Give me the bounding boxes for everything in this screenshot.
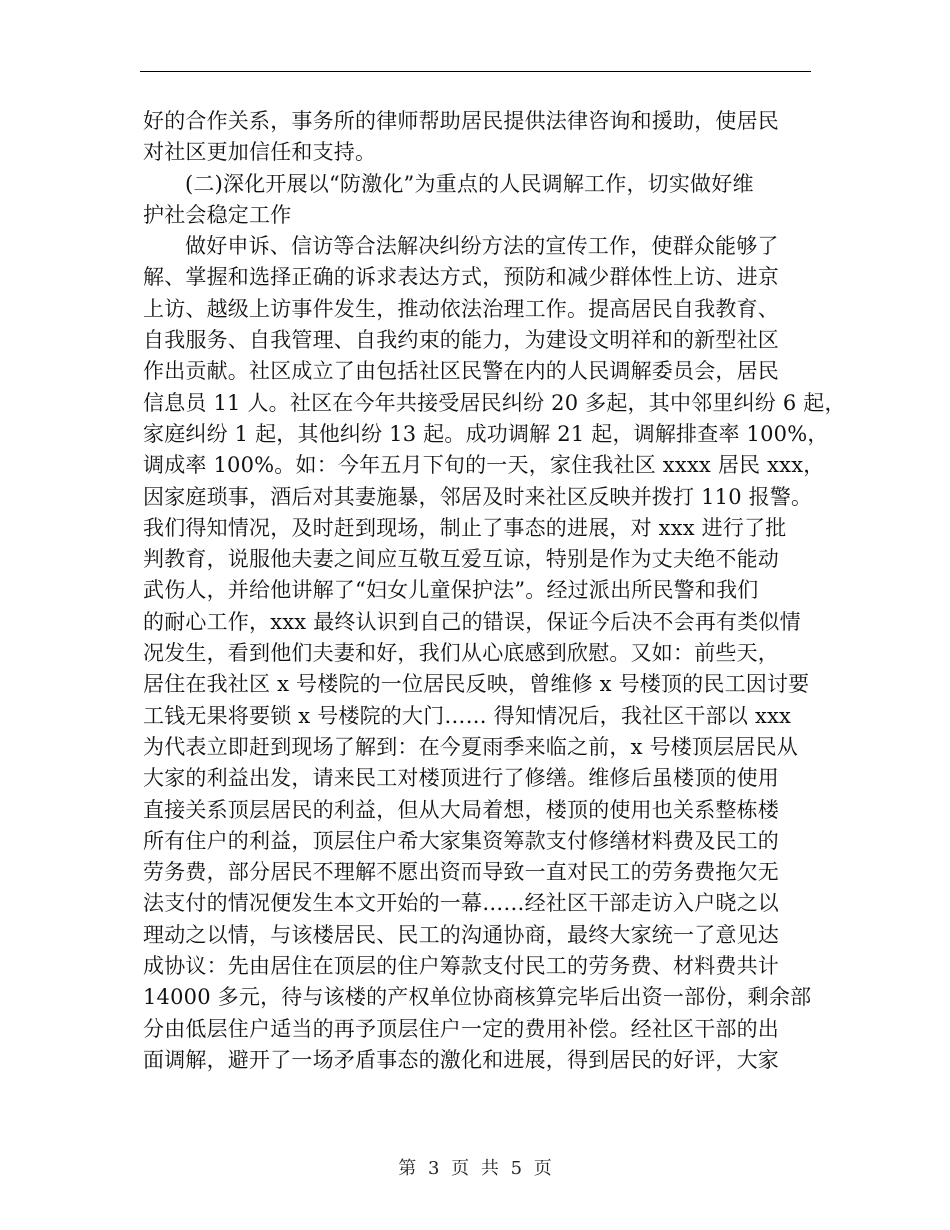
footer-ye-2: 页 (533, 1158, 552, 1179)
footer-ye: 页 (451, 1158, 470, 1179)
document-body (143, 106, 846, 1076)
section-heading-line: 护社会稳定工作 (143, 202, 292, 227)
text-line: 我们得知情况，及时赶到现场，制止了事态的进展，对 xxx 进行了批 (143, 515, 787, 540)
text-line: 理动之以情，与该楼居民、民工的沟通协商，最终大家统一了意见达 (143, 922, 779, 947)
text-line: 14000 多元，待与该楼的产权单位协商核算完毕后出资一部份，剩余部 (143, 985, 812, 1010)
header-rule (140, 71, 811, 72)
text-line: 居住在我社区 x 号楼院的一位居民反映，曾维修 x 号楼顶的民工因讨要 (143, 672, 810, 697)
text-line: 判教育，说服他夫妻之间应互敬互爱互谅，特别是作为丈夫绝不能动 (143, 547, 779, 572)
text-line: 面调解，避开了一场矛盾事态的激化和进展，得到居民的好评，大家 (143, 1047, 779, 1072)
text-line: 自我服务、自我管理、自我约束的能力，为建设文明祥和的新型社区 (143, 328, 779, 353)
text-line: 上访、越级上访事件发生，推动依法治理工作。提高居民自我教育、 (143, 296, 779, 321)
text-line: 因家庭琐事，酒后对其妻施暴，邻居及时来社区反映并拨打 110 报警。 (143, 484, 813, 509)
section-heading-line: (二)深化开展以“防激化”为重点的人民调解工作，切实做好维 (185, 171, 754, 196)
text-line: 信息员 11 人。社区在今年共接受居民纠纷 20 多起，其中邻里纠纷 6 起， (143, 390, 846, 415)
text-line: 解、掌握和选择正确的诉求表达方式，预防和减少群体性上访、进京 (143, 265, 779, 290)
text-line: 好的合作关系，事务所的律师帮助居民提供法律咨询和援助，使居民 (143, 109, 779, 133)
text-line: 直接关系顶层居民的利益，但从大局着想，楼顶的使用也关系整栋楼 (143, 797, 779, 822)
text-line: 对社区更加信任和支持。 (143, 140, 377, 165)
text-line: 为代表立即赶到现场了解到：在今夏雨季来临之前，x 号楼顶层居民从 (143, 734, 798, 759)
text-line: 家庭纠纷 1 起，其他纠纷 13 起。成功调解 21 起，调解排查率 100%， (143, 421, 829, 446)
text-line: 况发生，看到他们夫妻和好，我们从心底感到欣慰。又如：前些天， (143, 641, 779, 666)
text-line: 调成率 100%。如：今年五月下旬的一天，家住我社区 xxxx 居民 xxx， (143, 453, 825, 478)
text-line: 作出贡献。社区成立了由包括社区民警在内的人民调解委员会，居民 (143, 359, 779, 384)
total-page-count: 5 (510, 1158, 523, 1179)
text-line: 分由低层住户适当的再予顶层住户一定的费用补偿。经社区干部的出 (143, 1016, 779, 1041)
current-page-number: 3 (427, 1158, 440, 1179)
footer-gong: 共 (480, 1158, 499, 1179)
text-line: 劳务费，部分居民不理解不愿出资而导致一直对民工的劳务费拖欠无 (143, 860, 779, 885)
text-line: 大家的利益出发，请来民工对楼顶进行了修缮。维修后虽楼顶的使用 (143, 766, 779, 791)
text-line: 做好申诉、信访等合法解决纠纷方法的宣传工作，使群众能够了 (185, 234, 779, 259)
page-footer (0, 1154, 950, 1180)
text-line: 工钱无果将要锁 x 号楼院的大门…… 得知情况后，我社区干部以 xxx (143, 703, 792, 728)
footer-di: 第 (398, 1158, 417, 1179)
text-line: 成协议：先由居住在顶层的住户筹款支付民工的劳务费、材料费共计 (143, 954, 779, 979)
text-line: 的耐心工作，xxx 最终认识到自己的错误，保证今后决不会再有类似情 (143, 609, 801, 634)
text-line: 法支付的情况便发生本文开始的一幕……经社区干部走访入户晓之以 (143, 891, 779, 916)
text-line: 武伤人，并给他讲解了“妇女儿童保护法”。经过派出所民警和我们 (143, 578, 759, 603)
text-line: 所有住户的利益，顶层住户希大家集资筹款支付修缮材料费及民工的 (143, 828, 779, 853)
